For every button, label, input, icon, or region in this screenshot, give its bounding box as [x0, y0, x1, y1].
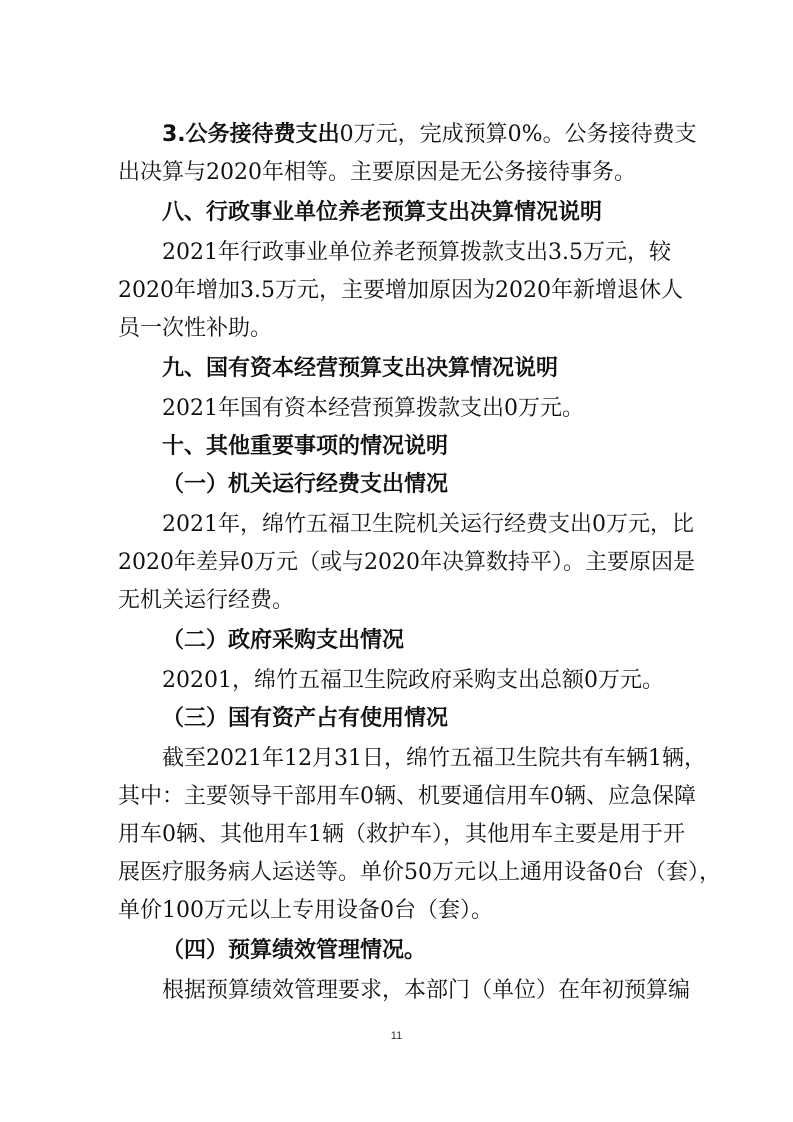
- line-text: 单价100万元以上专用设备0台（套）。: [118, 898, 493, 923]
- subsection-heading: （二）政府采购支出情况: [162, 628, 405, 653]
- paragraph-line: [118, 896, 493, 926]
- section-heading: 九、国有资本经营预算支出决算情况说明: [162, 356, 559, 381]
- line-text: 展医疗服务病人运送等。单价50万元以上通用设备0台（套），: [118, 860, 721, 885]
- paragraph-line: [118, 586, 294, 616]
- line-text: 出决算与2020年相等。主要原因是无公务接待事务。: [118, 160, 636, 185]
- paragraph-line: [162, 120, 697, 150]
- bold-lead: 3.公务接待费支出: [162, 122, 340, 147]
- paragraph-line: [162, 744, 706, 774]
- paragraph-line: [162, 238, 671, 268]
- paragraph-line: [118, 858, 721, 888]
- paragraph-line: [118, 158, 636, 188]
- paragraph-line: [162, 976, 690, 1006]
- paragraph-line: [118, 782, 696, 812]
- paragraph-line: [118, 820, 685, 850]
- page-number: 11: [390, 1030, 403, 1042]
- line-text: 2020年差异0万元（或与2020年决算数持平）。主要原因是: [118, 550, 695, 575]
- line-text: 无机关运行经费。: [118, 588, 295, 613]
- paragraph-line: [162, 666, 664, 696]
- paragraph-line: [118, 276, 683, 306]
- section-heading: 八、行政事业单位养老预算支出决算情况说明: [162, 200, 603, 225]
- paragraph-line: [118, 548, 695, 578]
- line-text: 截至2021年12月31日，绵竹五福卫生院共有车辆1辆，: [162, 746, 706, 771]
- subsection-heading: （三）国有资产占有使用情况: [162, 706, 449, 731]
- line-text: 其中：主要领导干部用车0辆、机要通信用车0辆、应急保障: [118, 784, 696, 809]
- subsection-heading: （四）预算绩效管理情况。: [162, 938, 427, 963]
- line-text: 2021年行政事业单位养老预算拨款支出3.5万元，较: [162, 240, 671, 265]
- section-heading: 十、其他重要事项的情况说明: [162, 434, 449, 459]
- line-text: 20201，绵竹五福卫生院政府采购支出总额0万元。: [162, 668, 664, 693]
- paragraph-line: [118, 314, 272, 344]
- paragraph-line: [162, 510, 694, 540]
- line-text: 2021年国有资本经营预算拨款支出0万元。: [162, 396, 584, 421]
- line-text: 根据预算绩效管理要求，本部门（单位）在年初预算编: [162, 978, 691, 1003]
- line-text: 0万元，完成预算0%。公务接待费支: [339, 122, 697, 147]
- line-text: 2020年增加3.5万元，主要增加原因为2020年新增退休人: [118, 278, 683, 303]
- line-text: 用车0辆、其他用车1辆（救护车），其他用车主要是用于开: [118, 822, 685, 847]
- paragraph-line: [162, 394, 584, 424]
- line-text: 员一次性补助。: [118, 316, 273, 341]
- line-text: 2021年，绵竹五福卫生院机关运行经费支出0万元，比: [162, 512, 694, 537]
- subsection-heading: （一）机关运行经费支出情况: [162, 472, 449, 497]
